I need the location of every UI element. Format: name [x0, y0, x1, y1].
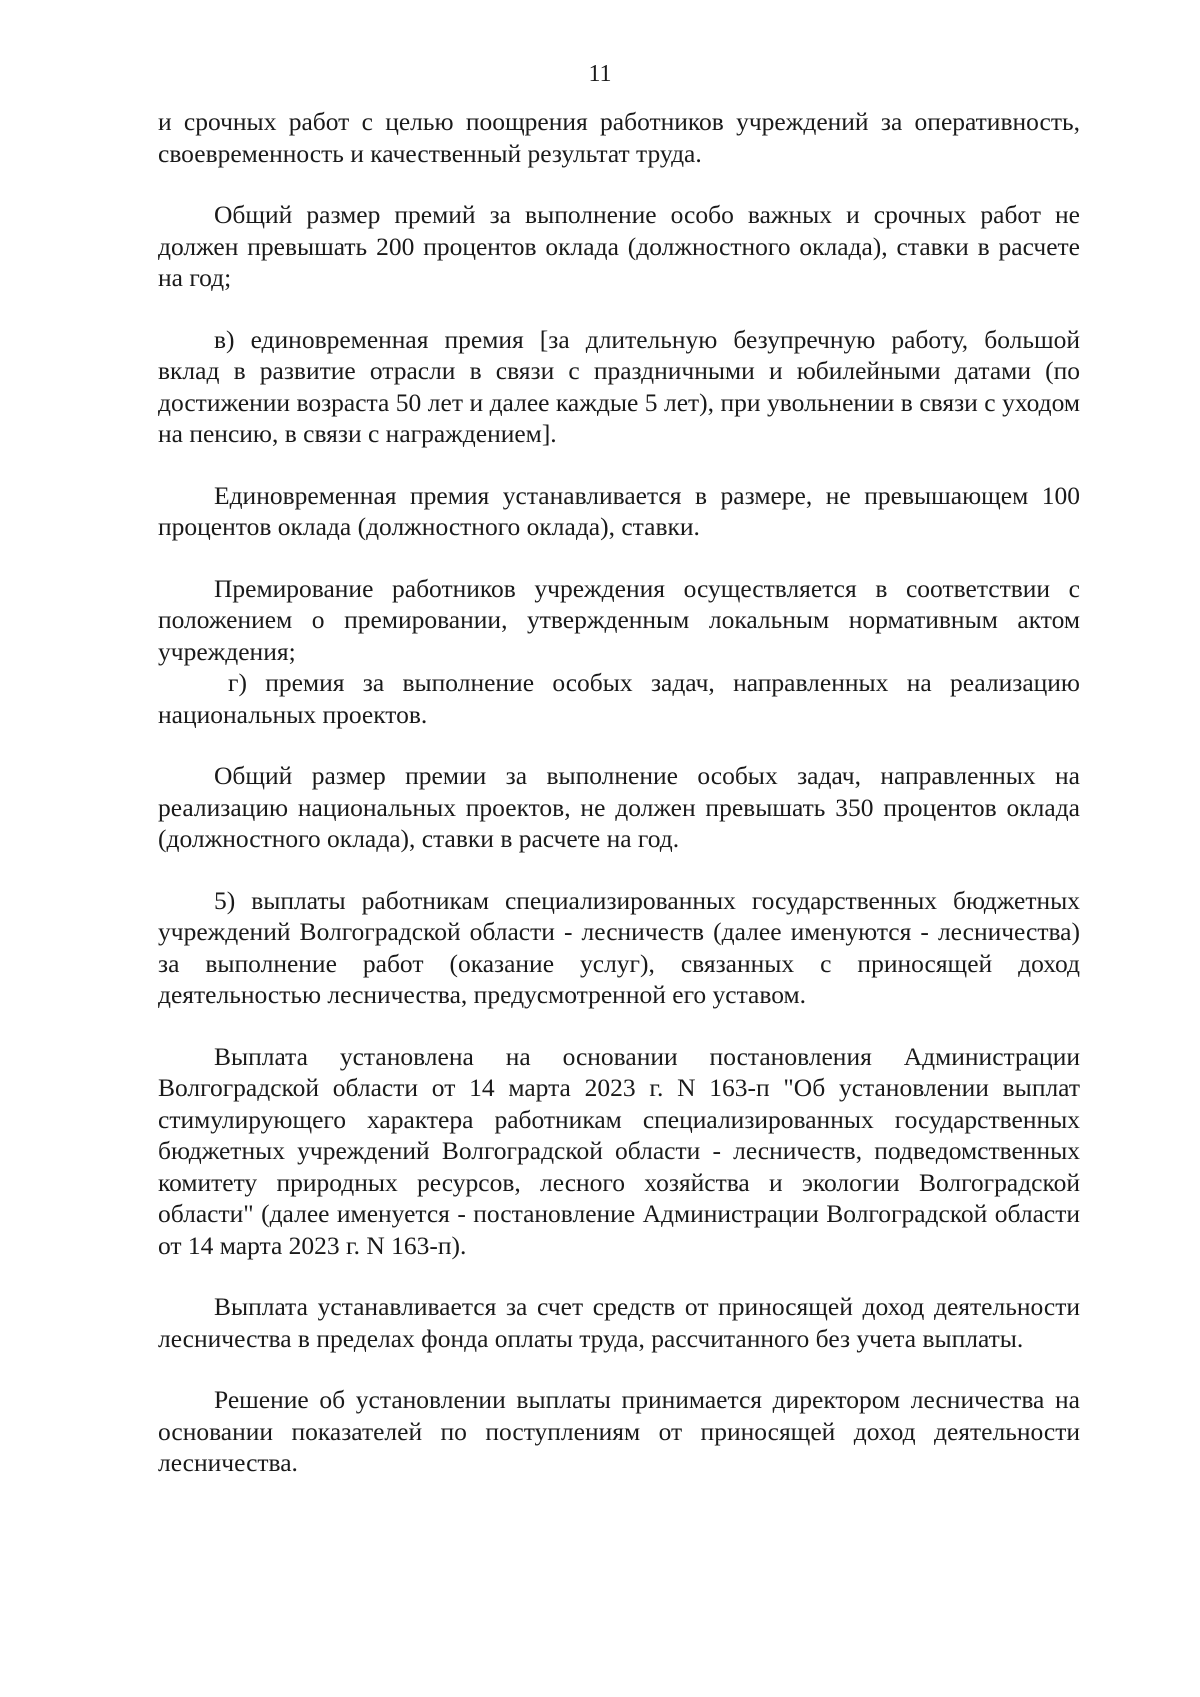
paragraph-11: Решение об установлении выплаты принимается директором лесничества на основании показателей по поступлениям от приносящей доход деятельности лесничества. [158, 1385, 1080, 1477]
paragraph-4: Единовременная премия устанавливается в размере, не превышающем 100 процентов оклада (должностного оклада), ставки. [158, 480, 1080, 541]
document-body [158, 106, 1080, 1509]
page-number: 11 [588, 61, 612, 87]
paragraph-10: Выплата устанавливается за счет средств от приносящей доход деятельности лесничества в пределах фонда оплаты труда, рассчитанного без учета выплаты. [158, 1292, 1080, 1353]
paragraph-6: г) премия за выполнение особых задач, направленных на реализацию национальных проектов. [158, 668, 1080, 729]
paragraph-8: 5) выплаты работникам специализированных государственных бюджетных учреждений Волгоградской области - лесничеств (далее именуются - лесничества) за выполнение работ (оказание услуг), связанных с приносящей доход деятельностью лесничества, предусмотренной его уставом. [158, 885, 1080, 1009]
paragraph-5: Премирование работников учреждения осуществляется в соответствии с положением о премировании, утвержденным локальным нормативным актом учреждения; [158, 573, 1080, 666]
paragraph-3: в) единовременная премия [за длительную безупречную работу, большой вклад в развитие отрасли в связи с праздничными и юбилейными датами (по достижении возраста 50 лет и далее каждые 5 лет), при увольнении в связи с уходом на пенсию, в связи с награждением]. [158, 324, 1080, 448]
paragraph-9: Выплата установлена на основании постановления Администрации Волгоградской области от 14 марта 2023 г. N 163-п "Об установлении выплат стимулирующего характера работникам специализированных государственных бюджетных учреждений Волгоградской области - лесничеств, подведомственных комитету природных ресурсов, лесного хозяйства и экологии Волгоградской области" (далее именуется - постановление Администрации Волгоградской области от 14 марта 2023 г. N 163-п). [158, 1041, 1080, 1260]
paragraph-7: Общий размер премии за выполнение особых задач, направленных на реализацию национальных проектов, не должен превышать 350 процентов оклада (должностного оклада), ставки в расчете на год. [158, 761, 1080, 853]
paragraph-2: Общий размер премий за выполнение особо важных и срочных работ не должен превышать 200 процентов оклада (должностного оклада), ставки в расчете на год; [158, 200, 1080, 292]
paragraph-1: и срочных работ с целью поощрения работников учреждений за оперативность, своевременность и качественный результат труда. [158, 107, 1080, 168]
